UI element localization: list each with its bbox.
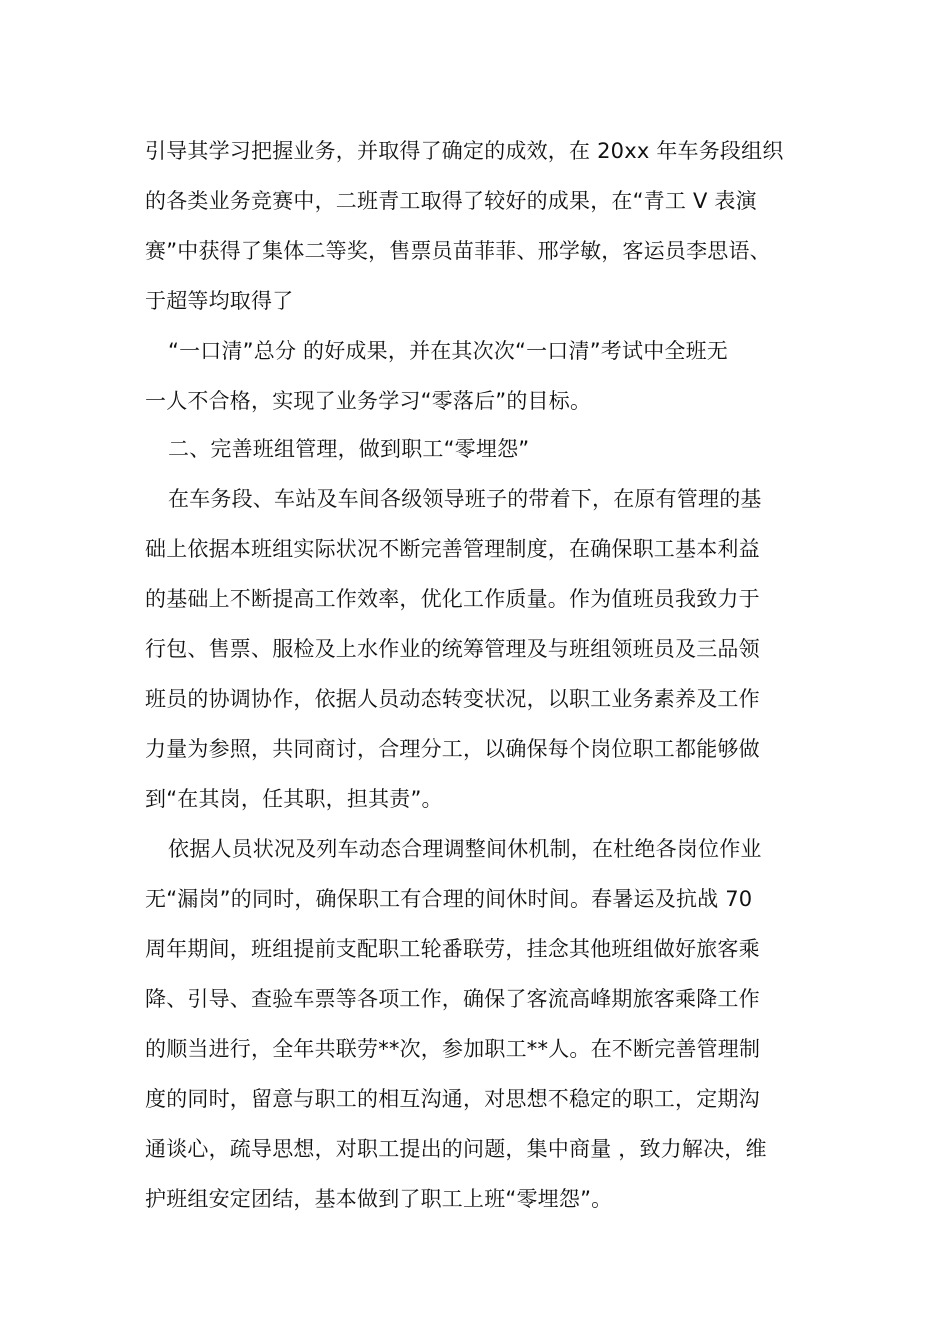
body-text-line: 于超等均取得了 <box>145 289 294 313</box>
body-text-line: 在车务段、车站及车间各级领导班子的带着下，在原有管理的基 <box>168 487 762 511</box>
body-text-line: 一人不合格，实现了业务学习“零落后”的目标。 <box>145 389 592 413</box>
body-text-line: “一口清”总分 的好成果，并在其次次“一口清”考试中全班无 <box>168 339 728 363</box>
body-text-line: 的基础上不断提高工作效率，优化工作质量。作为值班员我致力于 <box>145 587 760 611</box>
body-text-line: 依据人员状况及列车动态合理调整间休机制，在杜绝各岗位作业 <box>168 837 762 861</box>
body-text-line: 通谈心，疏导思想，对职工提出的问题，集中商量 ，致力解决，维 <box>145 1137 767 1161</box>
body-text-line: 度的同时，留意与职工的相互沟通，对思想不稳定的职工，定期沟 <box>145 1087 760 1111</box>
body-text-line: 周年期间，班组提前支配职工轮番联劳，挂念其他班组做好旅客乘 <box>145 937 760 961</box>
body-text-line: 力量为参照，共同商讨，合理分工，以确保每个岗位职工都能够做 <box>145 737 760 761</box>
body-text-line: 行包、售票、服检及上水作业的统筹管理及与班组领班员及三品领 <box>145 637 760 661</box>
section-heading: 二、完善班组管理，做到职工“零埋怨” <box>168 437 530 461</box>
body-text-line: 引导其学习把握业务，并取得了确定的成效，在 20xx 年车务段组织 <box>145 139 784 163</box>
body-text-line: 班员的协调协作，依据人员动态转变状况，以职工业务素养及工作 <box>145 687 760 711</box>
body-text-line: 赛”中获得了集体二等奖，售票员苗菲菲、邢学敏，客运员李思语、 <box>145 239 771 263</box>
body-text-line: 护班组安定团结，基本做到了职工上班“零埋怨”。 <box>145 1187 613 1211</box>
body-text-line: 的顺当进行，全年共联劳**次，参加职工**人。在不断完善管理制 <box>145 1037 761 1061</box>
body-text-line: 降、引导、查验车票等各项工作，确保了客流高峰期旅客乘降工作 <box>145 987 760 1011</box>
body-text-line: 无“漏岗”的同时，确保职工有合理的间休时间。春暑运及抗战 70 <box>145 887 753 911</box>
body-text-line: 础上依据本班组实际状况不断完善管理制度，在确保职工基本利益 <box>145 537 760 561</box>
body-text-line: 到“在其岗，任其职，担其责”。 <box>145 787 443 811</box>
body-text-line: 的各类业务竞赛中，二班青工取得了较好的成果，在“青工 V 表演 <box>145 189 757 213</box>
